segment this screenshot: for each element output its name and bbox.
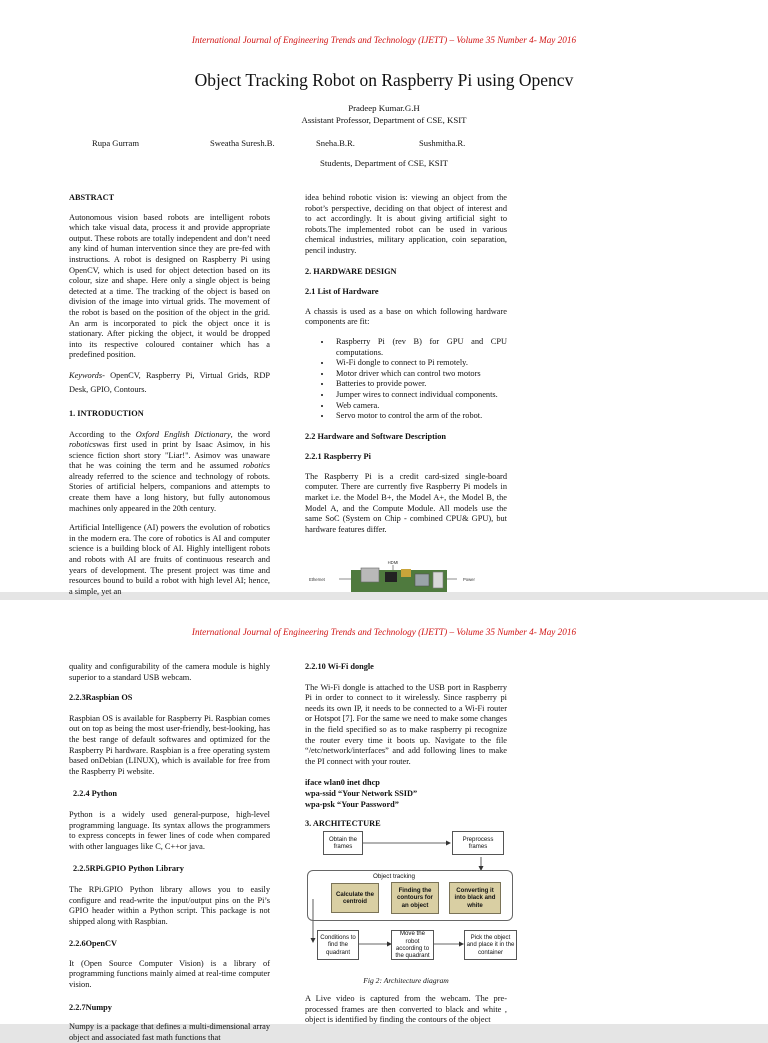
intro-robotics-term: robotics	[69, 440, 97, 450]
hardware-item: • Batteries to provide power.	[332, 379, 507, 390]
intro-text: , the word	[230, 429, 270, 439]
diagram-box-preprocess-frames: Preprocess frames	[452, 831, 504, 855]
diagram-box-centroid: Calculate the centroid	[331, 883, 379, 913]
raspberry-pi-text: The Raspberry Pi is a credit card-sized single-board computer. There are currently five Raspberry Pi models in market i.e. the Model B+, the Model A+, the Model B, the Model A, and the Compute Module. All models use the same SoC (System on Chip - combined CPU& GPU), but hardware features differ.	[305, 471, 507, 534]
architecture-text-column	[305, 994, 507, 1026]
fig1-label: HDMI	[387, 560, 399, 565]
gpio-heading: 2.2.5RPi.GPIO Python Library	[73, 864, 184, 874]
hardware-item: • Wi-Fi dongle to connect to Pi remotely.	[332, 358, 507, 369]
abstract-heading: ABSTRACT	[69, 193, 115, 202]
author-affiliation: Assistant Professor, Department of CSE, KSIT	[301, 115, 467, 125]
raspberry-pi-heading: 2.2.1 Raspberry Pi	[305, 452, 371, 462]
students-affiliation: Students, Department of CSE, KSIT	[319, 158, 449, 168]
student-name: Sushmitha.R.	[419, 138, 466, 148]
wifi-heading: 2.2.10 Wi-Fi dongle	[305, 662, 374, 671]
right-column	[305, 662, 507, 830]
fig1-label: Power	[463, 577, 475, 582]
wifi-text: The Wi-Fi dongle is attached to the USB port in Raspberry Pi in order to connect to it wirelessly. Since raspberry pi needs its own IP, it needs to be connected to a Wi-Fi router or Hotspot [7]. For the same we need to make some changes in the field specified so as to make raspberry pi recognize the router every time it boots up. Navigate to the file “/etc/network/interfaces” and add following lines to make the PI connect with your router.	[305, 682, 507, 766]
diagram-box-contours: Finding the contours for an object	[391, 882, 439, 914]
diagram-box-conditions: Conditions to find the quadrant	[317, 930, 359, 960]
intro-dictionary: Oxford English Dictionary	[135, 429, 231, 439]
opencv-text: It (Open Source Computer Vision) is a library of programming functions mainly aimed at real-time computer vision.	[69, 958, 270, 990]
diagram-box-obtain-frames: Obtain the frames	[323, 831, 363, 855]
raspbian-heading: 2.2.3Raspbian OS	[69, 693, 133, 703]
intro-heading: 1. INTRODUCTION	[69, 408, 144, 418]
architecture-heading: 3. ARCHITECTURE	[305, 819, 381, 829]
diagram-box-convert-bw: Converting it into black and white	[449, 882, 501, 914]
hardware-item: • Servo motor to control the arm of the robot.	[332, 411, 507, 422]
code-line: wpa-psk “Your Password”	[305, 800, 399, 810]
keywords-label: Keywords-	[69, 370, 105, 380]
code-block	[305, 777, 507, 810]
robotic-vision-text: idea behind robotic vision is: viewing an object from the robot’s perspective, deciding on that object of interest and to act accordingly. It is about giving artificial sight to robots.The implemented robot can be used in various chemical industries, military application, coin separation, pencil industry.	[305, 193, 507, 255]
author-main: Pradeep Kumar.G.H	[348, 103, 420, 113]
camera-module-text: quality and configurability of the camera module is highly superior to a standard USB webcam.	[69, 662, 270, 682]
intro-paragraph-2: Artificial Intelligence (AI) powers the evolution of robotics in the modern era. The core of robotics is AI and computer science is a building block of AI. Highly intelligent robots and robots with AI are fruits of continuous research and years of development. The present project was time and resources bound to build a robot with high level AI; hence, a simple, yet an	[69, 523, 270, 596]
raspbian-text: Raspbian OS is available for Raspberry Pi. Raspbian comes out on top as being the most user-friendly, best-looking, has the best range of default softwares and optimized for the Raspberry Pi hardware. Raspbian is a free operating system based onDebian (LINUX), which is available for free from the Raspberry Pi website.	[69, 713, 270, 776]
diagram-box-pick-object: Pick the object and place it in the container	[464, 930, 517, 960]
abstract-text: Autonomous vision based robots are intelligent robots which take visual data, process it and provide appropriate output. These robots are totally independent and don’t need any kind of human intervention since they are pre-fed with instructions. A robot is designed on Raspberry Pi using OpenCV, which is used for object detection based on its colour, size and shape. Here only a single object is being detected at a time. The tracking of the object is based on division of the image into virtual grids. The movement of the robot is based on the position of the object in the grid. An arm is incorporated to pick the object once it is stationary. After picking the object, it would be dropped into its respective coloured container which has a predefined position.	[69, 212, 270, 360]
numpy-text: Numpy is a package that defines a multi-dimensional array object and associated fast math functions that	[69, 1022, 270, 1042]
student-name: Sweatha Suresh.B.	[210, 138, 275, 148]
intro-text: already referred to the science and technology of robots. Stories of artificial helpers, companions and attempts to create them have a long history, but fully autonomous machines only appeared in the 20th century.	[69, 471, 270, 513]
numpy-heading: 2.2.7Numpy	[69, 1002, 112, 1012]
intro-paragraph-1	[69, 430, 270, 515]
intro-text: According to the	[69, 429, 136, 439]
hw-sw-heading: 2.2 Hardware and Software Description	[305, 431, 446, 441]
code-line: wpa-ssid “Your Network SSID”	[305, 789, 418, 799]
intro-text: was first used in print by Isaac Asimov, in his science fiction short story "Liar!". Asimov was unaware that he was coining the term and he assumed	[69, 440, 270, 471]
student-name: Rupa Gurram	[92, 138, 140, 148]
figure-2-caption: Fig 2: Architecture diagram	[363, 976, 449, 985]
hardware-intro: A chassis is used as a base on which following hardware components are fit:	[305, 306, 507, 327]
fig1-label: Ethernet	[309, 577, 325, 582]
python-text: Python is a widely used general-purpose, high-level programming language. Its syntax allows the programmers to express concepts in fewer lines of code when compared with other languages like C, C++or java.	[69, 809, 270, 851]
right-column	[305, 193, 507, 535]
architecture-diagram	[303, 826, 519, 966]
python-heading: 2.2.4 Python	[73, 789, 118, 799]
code-line: iface wlan0 inet dhcp	[305, 778, 380, 788]
hardware-list-heading: 2.1 List of Hardware	[305, 287, 379, 297]
student-name: Sneha.B.R.	[316, 138, 355, 148]
keywords-text: OpenCV, Raspberry Pi, Virtual Grids, RDP Desk, GPIO, Contours.	[69, 370, 270, 394]
raspberry-pi-board-figure	[303, 560, 515, 592]
hardware-item: • Motor driver which can control two motors	[332, 369, 507, 380]
hardware-list	[305, 337, 507, 422]
hardware-heading: 2. HARDWARE DESIGN	[305, 266, 397, 276]
architecture-text: A Live video is captured from the webcam. The pre-processed frames are then converted to black and white , object is identified by finding the contours of the object	[305, 994, 507, 1025]
opencv-heading: 2.2.6OpenCV	[69, 939, 117, 949]
diagram-box-move-robot: Move the robot according to the quadrant	[391, 930, 434, 960]
left-column	[69, 662, 270, 1043]
gpio-text: The RPi.GPIO Python library allows you to easily configure and read-write the input/output pins on the Pi’s GPIO header within a Python script. This package is not shipped along with Raspbian.	[69, 884, 270, 926]
diagram-group-label: Object tracking	[373, 873, 415, 880]
hardware-item: • Jumper wires to connect individual components.	[332, 390, 507, 401]
journal-header: International Journal of Engineering Trends and Technology (IJETT) – Volume 35 Number 4- May 2016	[191, 627, 577, 637]
paper-page-2	[0, 600, 768, 1042]
left-column	[69, 193, 270, 597]
hardware-item: • Raspberry Pi (rev B) for GPU and CPU computations.	[332, 337, 507, 358]
intro-robotics-term: robotics	[242, 461, 270, 471]
keywords	[69, 369, 270, 397]
paper-title: Object Tracking Robot on Raspberry Pi using Opencv	[194, 70, 574, 90]
hardware-item: • Web camera.	[332, 401, 507, 412]
journal-header: International Journal of Engineering Trends and Technology (IJETT) – Volume 35 Number 4- May 2016	[191, 35, 577, 45]
